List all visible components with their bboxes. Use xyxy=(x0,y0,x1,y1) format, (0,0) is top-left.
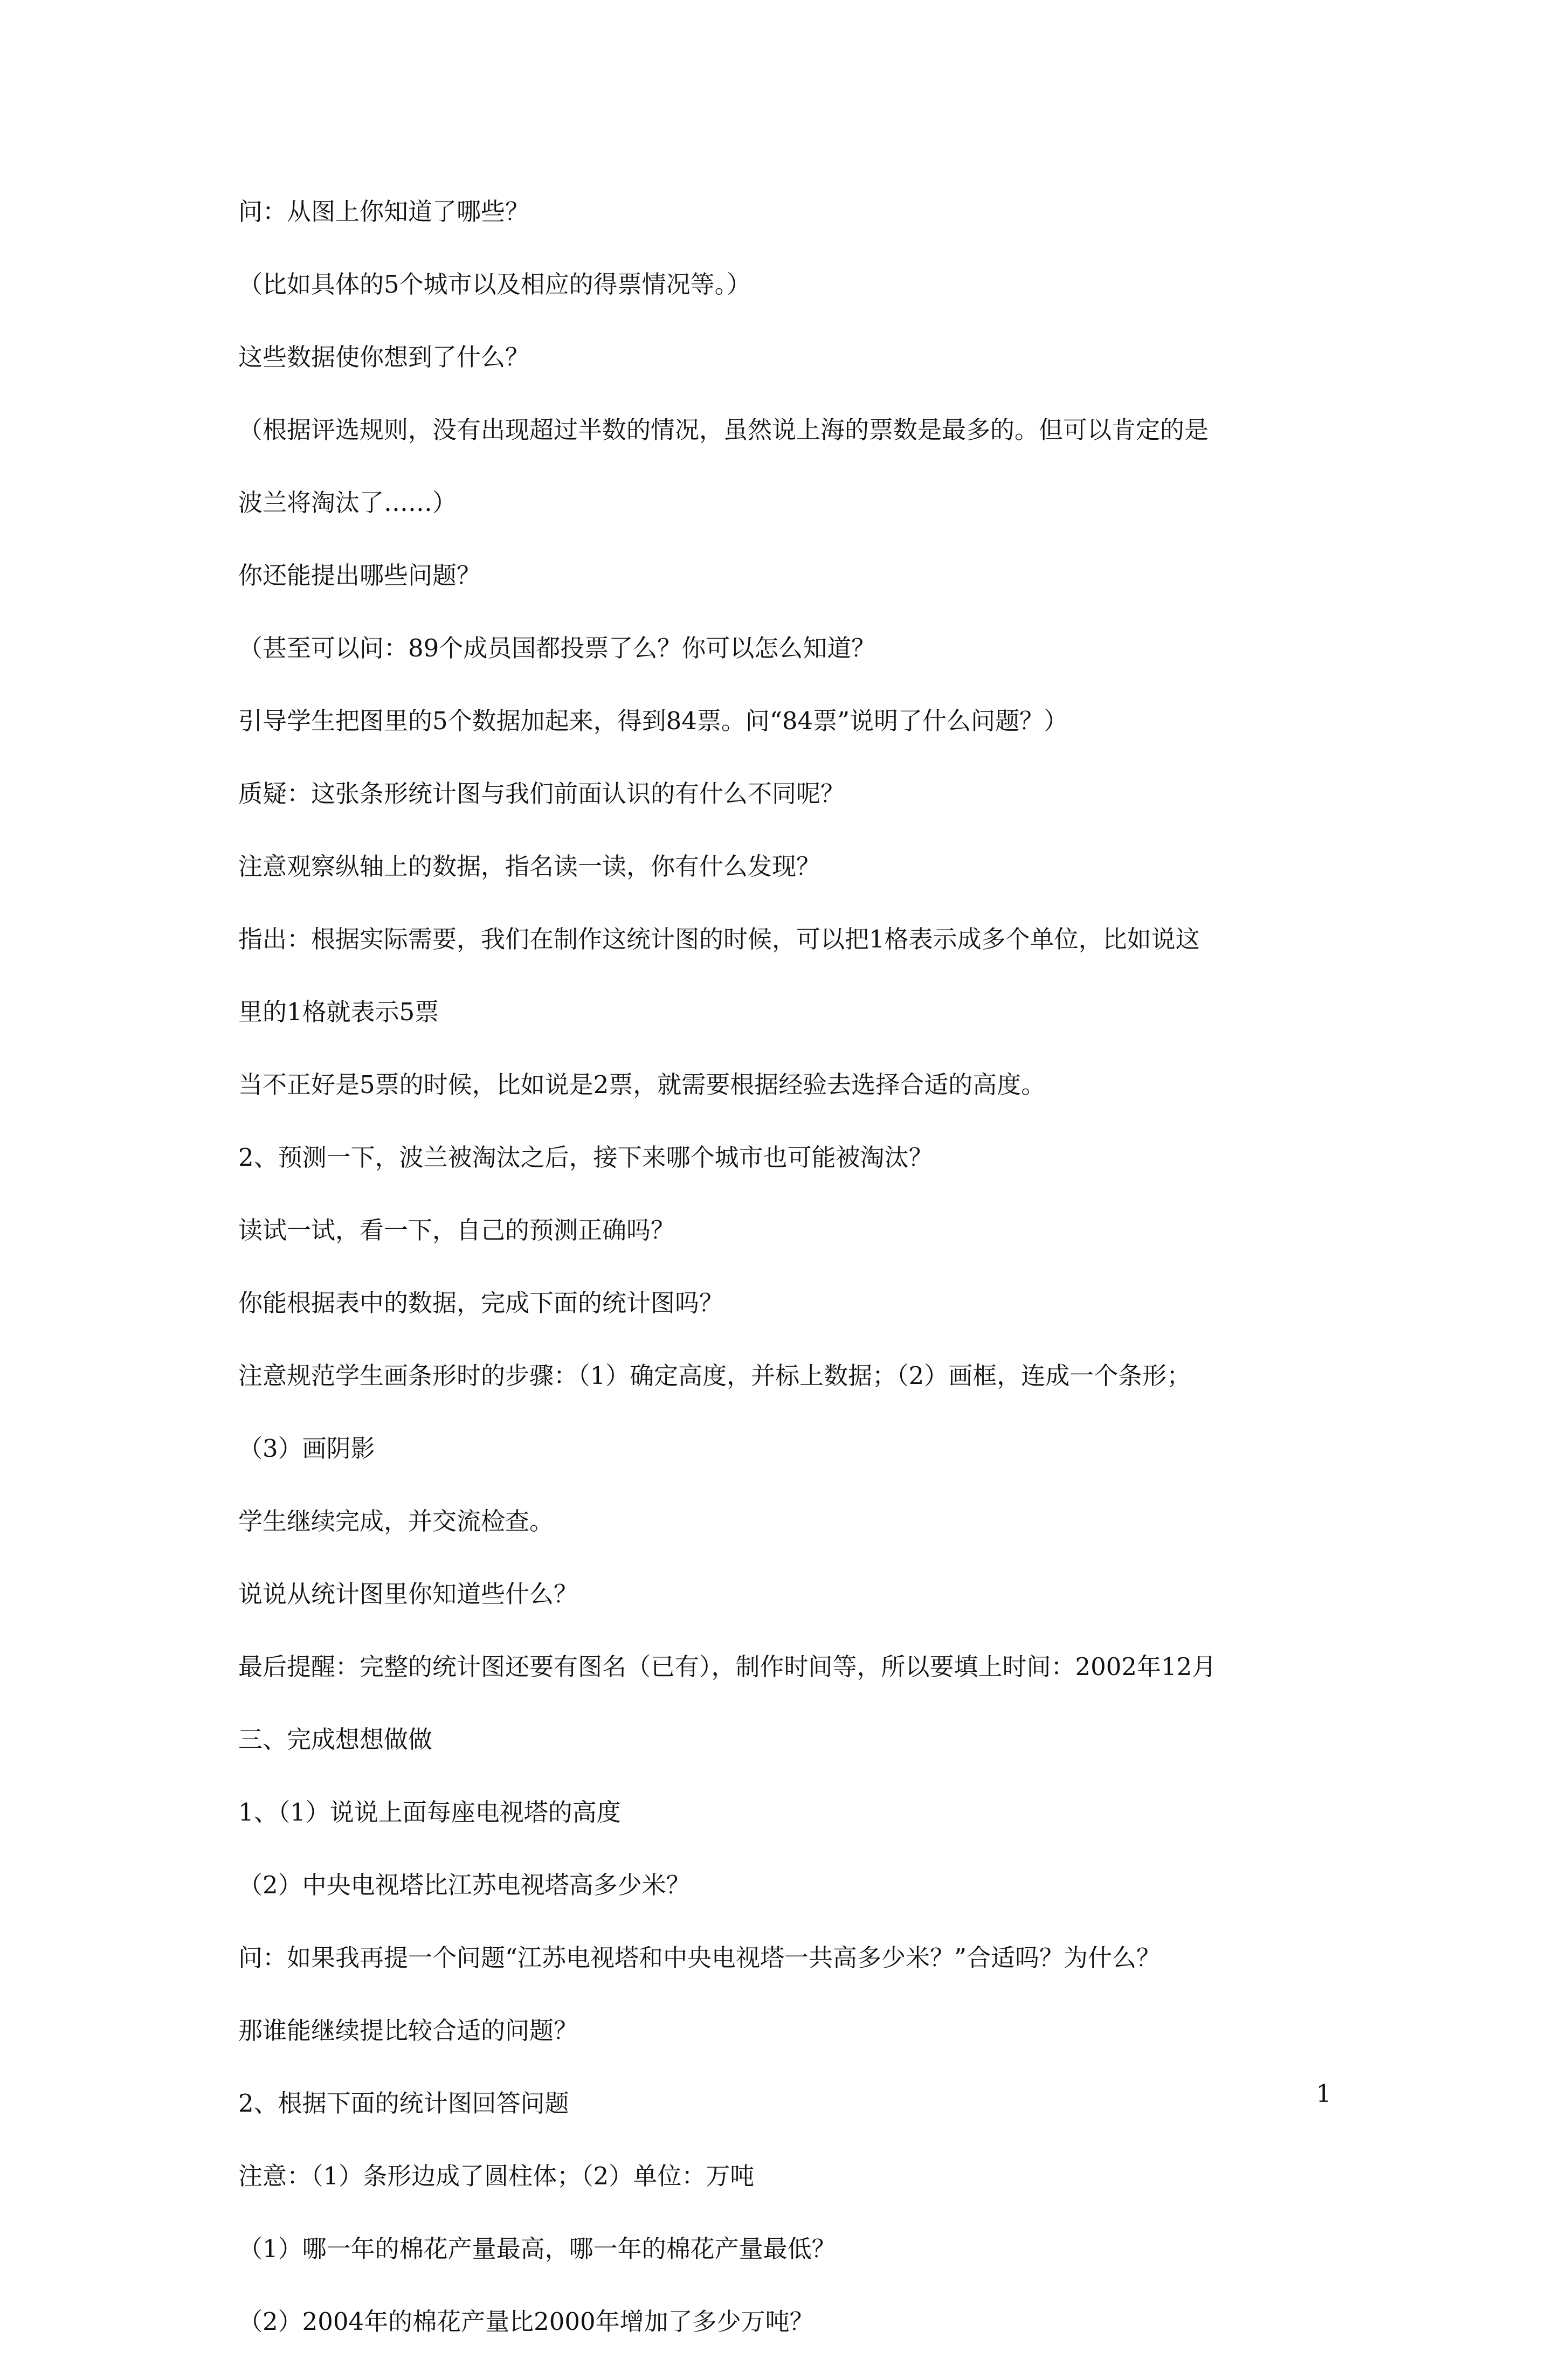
text-line: （比如具体的5个城市以及相应的得票情况等。） xyxy=(238,270,751,299)
text-line: 注意：（1）条形边成了圆柱体；（2）单位：万吨 xyxy=(238,2162,755,2190)
text-line: 指出：根据实际需要，我们在制作这统计图的时候，可以把1格表示成多个单位，比如说这 xyxy=(238,925,1200,953)
text-line: （1）哪一年的棉花产量最高，哪一年的棉花产量最低？ xyxy=(238,2234,836,2263)
body-text xyxy=(238,197,1333,2380)
text-line: 读试一试，看一下，自己的预测正确吗？ xyxy=(238,1216,675,1244)
text-line: （2）中央电视塔比江苏电视塔高多少米？ xyxy=(238,1871,691,1899)
text-line: 你还能提出哪些问题？ xyxy=(238,561,481,590)
text-line: 当不正好是5票的时候，比如说是2票，就需要根据经验去选择合适的高度。 xyxy=(238,1070,1046,1099)
text-line: 1、（1）说说上面每座电视塔的高度 xyxy=(238,1798,621,1826)
text-line: 引导学生把图里的5个数据加起来，得到84票。问“84票”说明了什么问题？） xyxy=(238,707,1068,735)
text-line: 质疑：这张条形统计图与我们前面认识的有什么不同呢？ xyxy=(238,779,845,808)
text-line: （甚至可以问：89个成员国都投票了么？你可以怎么知道？ xyxy=(238,634,876,662)
text-line: 问：从图上你知道了哪些？ xyxy=(238,197,530,226)
text-line: （根据评选规则，没有出现超过半数的情况，虽然说上海的票数是最多的。但可以肯定的是 xyxy=(238,416,1209,444)
text-line: 这些数据使你想到了什么？ xyxy=(238,343,530,371)
text-line: （3）画阴影 xyxy=(238,1434,375,1463)
text-line: 那谁能继续提比较合适的问题？ xyxy=(238,2016,578,2045)
text-line: 你能根据表中的数据，完成下面的统计图吗？ xyxy=(238,1289,724,1317)
text-line: 最后提醒：完整的统计图还要有图名（已有），制作时间等，所以要填上时间：2002年12月 xyxy=(238,1652,1217,1681)
text-line: 三、完成想想做做 xyxy=(238,1725,433,1754)
text-line: 问：如果我再提一个问题“江苏电视塔和中央电视塔一共高多少米？”合适吗？为什么？ xyxy=(238,1943,1161,1972)
text-line: 波兰将淘汰了……） xyxy=(238,488,457,517)
text-line: 注意规范学生画条形时的步骤：（1）确定高度，并标上数据；（2）画框，连成一个条形； xyxy=(238,1361,1191,1390)
text-line: 说说从统计图里你知道些什么？ xyxy=(238,1580,578,1608)
page-number: 1 xyxy=(1316,2079,1331,2108)
text-line: 2、预测一下，波兰被淘汰之后，接下来哪个城市也可能被淘汰？ xyxy=(238,1143,933,1172)
text-line: 2、根据下面的统计图回答问题 xyxy=(238,2089,569,2118)
text-line: （2）2004年的棉花产量比2000年增加了多少万吨？ xyxy=(238,2307,814,2336)
text-line: 学生继续完成，并交流检查。 xyxy=(238,1507,554,1535)
text-line: 注意观察纵轴上的数据，指名读一读，你有什么发现？ xyxy=(238,852,821,881)
text-line: 里的1格就表示5票 xyxy=(238,998,439,1026)
